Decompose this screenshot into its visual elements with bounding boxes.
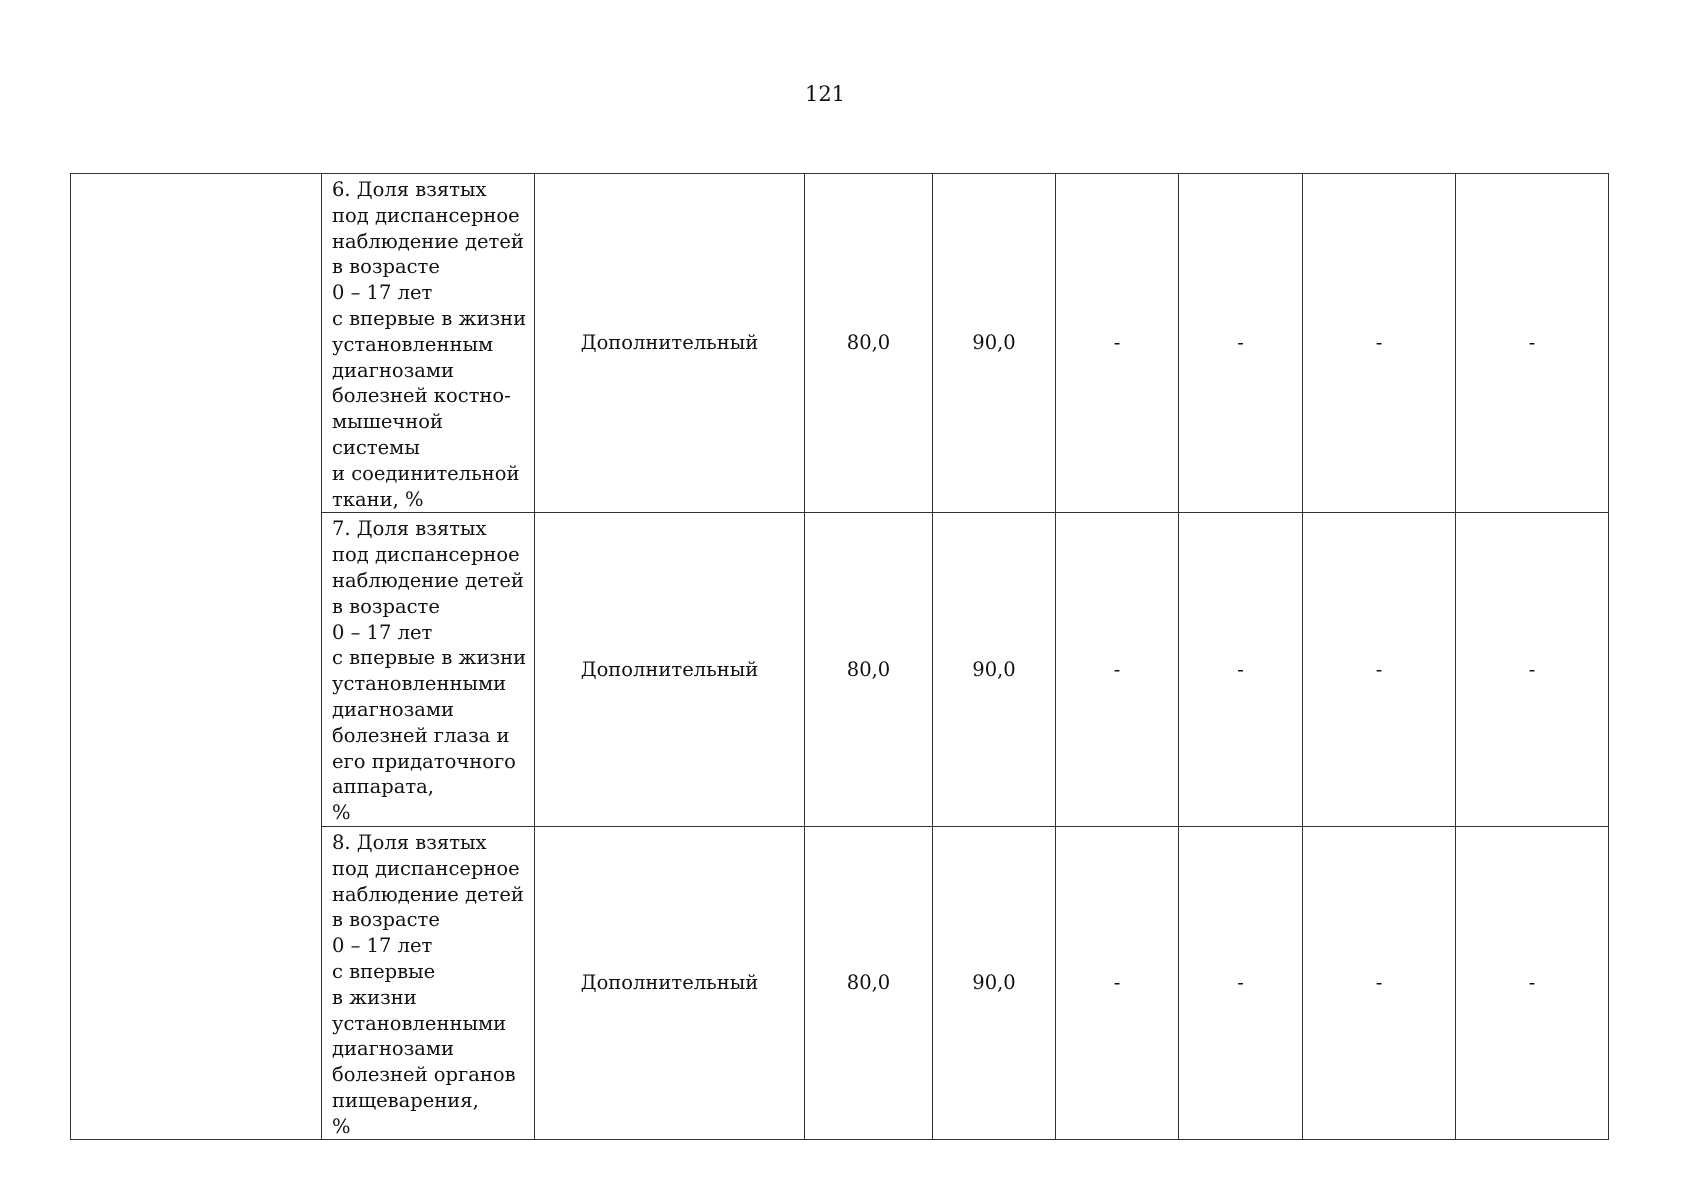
value-cell: -	[1456, 513, 1609, 827]
empty-cell	[71, 826, 322, 1140]
page-number: 121	[804, 82, 846, 106]
value-cell: -	[1303, 826, 1456, 1140]
indicator-type-cell: Дополнительный	[535, 513, 805, 827]
table-row	[71, 513, 1609, 827]
value-cell: -	[1056, 174, 1179, 513]
value-cell: 80,0	[805, 174, 933, 513]
indicator-cell: 7. Доля взятых под диспансерное наблюдение детей в возрасте 0 – 17 лет с впервые в жизни установленными диагнозами болезней глаза и его придаточного аппарата, %	[322, 513, 535, 827]
indicators-table	[70, 173, 1609, 1140]
value-cell: -	[1056, 826, 1179, 1140]
indicator-cell: 8. Доля взятых под диспансерное наблюдение детей в возрасте 0 – 17 лет с впервые в жизни установленными диагнозами болезней органов пищеварения, %	[322, 826, 535, 1140]
empty-cell	[71, 513, 322, 827]
value-cell: -	[1179, 826, 1303, 1140]
value-cell: 90,0	[933, 513, 1056, 827]
value-cell: 80,0	[805, 826, 933, 1140]
value-cell: 90,0	[933, 174, 1056, 513]
indicator-type-cell: Дополнительный	[535, 174, 805, 513]
value-cell: -	[1303, 174, 1456, 513]
value-cell: -	[1456, 174, 1609, 513]
table-row	[71, 826, 1609, 1140]
table-row	[71, 174, 1609, 513]
value-cell: -	[1179, 174, 1303, 513]
value-cell: -	[1056, 513, 1179, 827]
indicator-cell: 6. Доля взятых под диспансерное наблюдение детей в возрасте 0 – 17 лет с впервые в жизни установленным диагнозами болезней костно- мышечной системы и соединительной ткани, %	[322, 174, 535, 513]
value-cell: 90,0	[933, 826, 1056, 1140]
empty-cell	[71, 174, 322, 513]
value-cell: -	[1179, 513, 1303, 827]
value-cell: 80,0	[805, 513, 933, 827]
value-cell: -	[1303, 513, 1456, 827]
value-cell: -	[1456, 826, 1609, 1140]
indicator-type-cell: Дополнительный	[535, 826, 805, 1140]
